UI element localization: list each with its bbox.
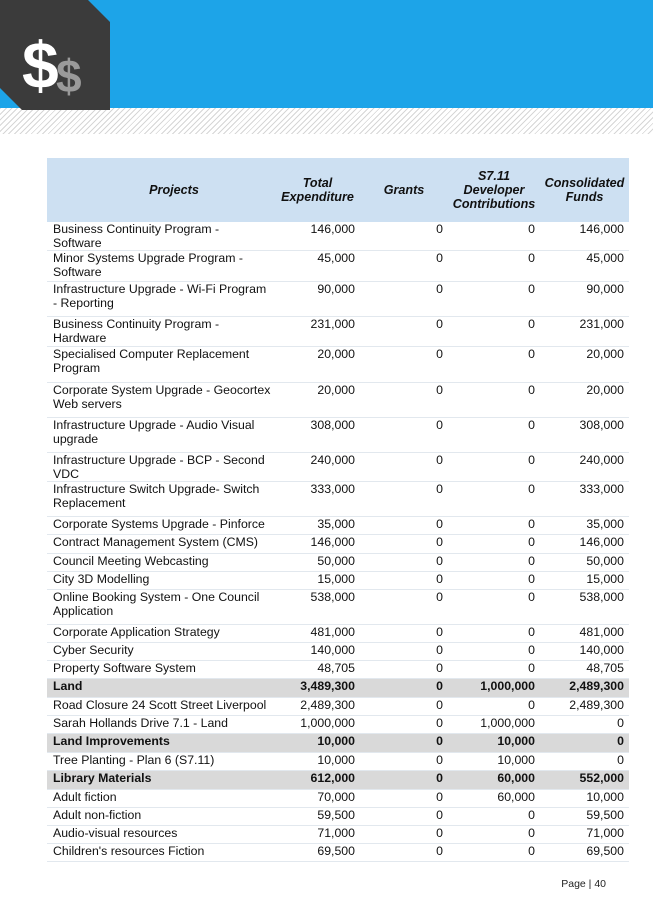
cell-grants: 0 xyxy=(360,222,448,251)
cell-total-expenditure: 45,000 xyxy=(275,251,360,282)
table-row xyxy=(47,844,629,862)
cell-s711: 0 xyxy=(448,625,540,643)
cell-consolidated: 333,000 xyxy=(540,482,629,517)
cell-project: Contract Management System (CMS) xyxy=(47,535,275,554)
page-number: Page | 40 xyxy=(561,878,606,890)
cell-project: Road Closure 24 Scott Street Liverpool xyxy=(47,698,275,716)
cell-total-expenditure: 538,000 xyxy=(275,590,360,625)
table-row xyxy=(47,716,629,734)
cell-total-expenditure: 333,000 xyxy=(275,482,360,517)
cell-project: Infrastructure Upgrade - BCP - Second VDC xyxy=(47,453,275,482)
cell-grants: 0 xyxy=(360,251,448,282)
cell-grants: 0 xyxy=(360,790,448,808)
cell-s711: 1,000,000 xyxy=(448,679,540,698)
cell-grants: 0 xyxy=(360,554,448,572)
cell-consolidated: 0 xyxy=(540,716,629,734)
cell-grants: 0 xyxy=(360,698,448,716)
cell-consolidated: 90,000 xyxy=(540,282,629,317)
cell-grants: 0 xyxy=(360,716,448,734)
cell-project: Tree Planting - Plan 6 (S7.11) xyxy=(47,753,275,771)
cell-s711: 0 xyxy=(448,418,540,453)
table-row xyxy=(47,453,629,482)
cell-consolidated: 538,000 xyxy=(540,590,629,625)
cell-s711: 0 xyxy=(448,317,540,347)
cell-total-expenditure: 35,000 xyxy=(275,517,360,535)
table-row xyxy=(47,826,629,844)
cell-total-expenditure: 15,000 xyxy=(275,572,360,590)
cell-s711: 0 xyxy=(448,535,540,554)
cell-project: Council Meeting Webcasting xyxy=(47,554,275,572)
table-row xyxy=(47,698,629,716)
cell-s711: 0 xyxy=(448,844,540,862)
cell-total-expenditure: 146,000 xyxy=(275,222,360,251)
category-row xyxy=(47,771,629,790)
cell-consolidated: 552,000 xyxy=(540,771,629,790)
table-row xyxy=(47,317,629,347)
cell-grants: 0 xyxy=(360,661,448,679)
cell-consolidated: 146,000 xyxy=(540,222,629,251)
table-row xyxy=(47,661,629,679)
cell-consolidated: 308,000 xyxy=(540,418,629,453)
cell-total-expenditure: 20,000 xyxy=(275,383,360,418)
table-row xyxy=(47,572,629,590)
cell-consolidated: 240,000 xyxy=(540,453,629,482)
cell-grants: 0 xyxy=(360,282,448,317)
cell-grants: 0 xyxy=(360,535,448,554)
cell-total-expenditure: 20,000 xyxy=(275,347,360,383)
cell-s711: 0 xyxy=(448,808,540,826)
cell-consolidated: 15,000 xyxy=(540,572,629,590)
svg-text:$: $ xyxy=(22,28,59,102)
cell-grants: 0 xyxy=(360,643,448,661)
hatch-divider xyxy=(0,108,653,134)
cell-project: City 3D Modelling xyxy=(47,572,275,590)
cell-project: Business Continuity Program - Hardware xyxy=(47,317,275,347)
cell-project: Adult fiction xyxy=(47,790,275,808)
cell-total-expenditure: 140,000 xyxy=(275,643,360,661)
cell-s711: 0 xyxy=(448,826,540,844)
cell-total-expenditure: 240,000 xyxy=(275,453,360,482)
table-row xyxy=(47,590,629,625)
table-row xyxy=(47,383,629,418)
cell-consolidated: 140,000 xyxy=(540,643,629,661)
cell-total-expenditure: 70,000 xyxy=(275,790,360,808)
cell-project: Corporate Systems Upgrade - Pinforce xyxy=(47,517,275,535)
cell-consolidated: 0 xyxy=(540,753,629,771)
dollar-signs-icon xyxy=(0,0,110,110)
cell-project: Land xyxy=(47,679,275,698)
table-row xyxy=(47,790,629,808)
cell-project: Corporate System Upgrade - Geocortex Web servers xyxy=(47,383,275,418)
table-row xyxy=(47,282,629,317)
cell-total-expenditure: 59,500 xyxy=(275,808,360,826)
cell-s711: 0 xyxy=(448,590,540,625)
cell-grants: 0 xyxy=(360,418,448,453)
cell-consolidated: 45,000 xyxy=(540,251,629,282)
cell-total-expenditure: 2,489,300 xyxy=(275,698,360,716)
cell-consolidated: 48,705 xyxy=(540,661,629,679)
cell-total-expenditure: 10,000 xyxy=(275,753,360,771)
table-row xyxy=(47,808,629,826)
header-total-expenditure: Total Expenditure xyxy=(275,158,360,222)
cell-s711: 60,000 xyxy=(448,790,540,808)
cell-total-expenditure: 10,000 xyxy=(275,734,360,753)
cell-s711: 0 xyxy=(448,517,540,535)
cell-consolidated: 59,500 xyxy=(540,808,629,826)
cell-project: Cyber Security xyxy=(47,643,275,661)
cell-project: Minor Systems Upgrade Program - Software xyxy=(47,251,275,282)
cell-total-expenditure: 90,000 xyxy=(275,282,360,317)
table-row xyxy=(47,517,629,535)
table-row xyxy=(47,625,629,643)
cell-project: Library Materials xyxy=(47,771,275,790)
cell-consolidated: 2,489,300 xyxy=(540,679,629,698)
cell-grants: 0 xyxy=(360,625,448,643)
cell-consolidated: 231,000 xyxy=(540,317,629,347)
header-projects: Projects xyxy=(47,158,275,222)
table-row xyxy=(47,753,629,771)
header-s711-contributions: S7.11 Developer Contributions xyxy=(448,158,540,222)
table-row xyxy=(47,347,629,383)
cell-s711: 0 xyxy=(448,383,540,418)
cell-project: Infrastructure Upgrade - Wi-Fi Program - Reporting xyxy=(47,282,275,317)
cell-s711: 1,000,000 xyxy=(448,716,540,734)
cell-s711: 0 xyxy=(448,251,540,282)
cell-s711: 0 xyxy=(448,643,540,661)
cell-s711: 0 xyxy=(448,698,540,716)
cell-project: Business Continuity Program - Software xyxy=(47,222,275,251)
cell-grants: 0 xyxy=(360,453,448,482)
cell-grants: 0 xyxy=(360,517,448,535)
cell-grants: 0 xyxy=(360,679,448,698)
cell-project: Infrastructure Switch Upgrade- Switch Replacement xyxy=(47,482,275,517)
cell-project: Audio-visual resources xyxy=(47,826,275,844)
table-row xyxy=(47,482,629,517)
cell-total-expenditure: 231,000 xyxy=(275,317,360,347)
cell-grants: 0 xyxy=(360,734,448,753)
cell-s711: 0 xyxy=(448,453,540,482)
svg-text:$: $ xyxy=(56,50,82,102)
table-row xyxy=(47,535,629,554)
cell-project: Sarah Hollands Drive 7.1 - Land xyxy=(47,716,275,734)
table-header-row xyxy=(47,158,629,222)
category-row xyxy=(47,679,629,698)
cell-project: Corporate Application Strategy xyxy=(47,625,275,643)
cell-consolidated: 20,000 xyxy=(540,383,629,418)
cell-grants: 0 xyxy=(360,826,448,844)
cell-s711: 0 xyxy=(448,282,540,317)
capital-works-table xyxy=(47,158,629,862)
cell-total-expenditure: 146,000 xyxy=(275,535,360,554)
table-row xyxy=(47,554,629,572)
cell-s711: 0 xyxy=(448,347,540,383)
cell-s711: 60,000 xyxy=(448,771,540,790)
cell-project: Property Software System xyxy=(47,661,275,679)
cell-project: Specialised Computer Replacement Program xyxy=(47,347,275,383)
cell-total-expenditure: 1,000,000 xyxy=(275,716,360,734)
cell-s711: 0 xyxy=(448,572,540,590)
header-grants: Grants xyxy=(360,158,448,222)
cell-consolidated: 50,000 xyxy=(540,554,629,572)
cell-total-expenditure: 612,000 xyxy=(275,771,360,790)
category-row xyxy=(47,734,629,753)
cell-grants: 0 xyxy=(360,383,448,418)
cell-total-expenditure: 71,000 xyxy=(275,826,360,844)
cell-s711: 10,000 xyxy=(448,753,540,771)
cell-grants: 0 xyxy=(360,808,448,826)
cell-s711: 0 xyxy=(448,661,540,679)
cell-s711: 10,000 xyxy=(448,734,540,753)
table-row xyxy=(47,222,629,251)
cell-consolidated: 0 xyxy=(540,734,629,753)
table-row xyxy=(47,418,629,453)
cell-s711: 0 xyxy=(448,554,540,572)
cell-project: Infrastructure Upgrade - Audio Visual upgrade xyxy=(47,418,275,453)
cell-total-expenditure: 48,705 xyxy=(275,661,360,679)
table-body xyxy=(47,222,629,862)
cell-grants: 0 xyxy=(360,844,448,862)
cell-total-expenditure: 481,000 xyxy=(275,625,360,643)
cell-grants: 0 xyxy=(360,753,448,771)
cell-total-expenditure: 308,000 xyxy=(275,418,360,453)
table-row xyxy=(47,643,629,661)
cell-grants: 0 xyxy=(360,317,448,347)
cell-s711: 0 xyxy=(448,482,540,517)
cell-project: Land Improvements xyxy=(47,734,275,753)
cell-consolidated: 146,000 xyxy=(540,535,629,554)
cell-consolidated: 481,000 xyxy=(540,625,629,643)
cell-consolidated: 2,489,300 xyxy=(540,698,629,716)
table-row xyxy=(47,251,629,282)
cell-total-expenditure: 50,000 xyxy=(275,554,360,572)
cell-consolidated: 35,000 xyxy=(540,517,629,535)
cell-total-expenditure: 3,489,300 xyxy=(275,679,360,698)
cell-project: Online Booking System - One Council Application xyxy=(47,590,275,625)
cell-grants: 0 xyxy=(360,771,448,790)
cell-consolidated: 69,500 xyxy=(540,844,629,862)
cell-consolidated: 10,000 xyxy=(540,790,629,808)
cell-grants: 0 xyxy=(360,590,448,625)
cell-consolidated: 71,000 xyxy=(540,826,629,844)
cell-consolidated: 20,000 xyxy=(540,347,629,383)
cell-s711: 0 xyxy=(448,222,540,251)
cell-total-expenditure: 69,500 xyxy=(275,844,360,862)
cell-grants: 0 xyxy=(360,482,448,517)
cell-grants: 0 xyxy=(360,347,448,383)
header-consolidated-funds: Consolidated Funds xyxy=(540,158,629,222)
cell-project: Adult non-fiction xyxy=(47,808,275,826)
cell-grants: 0 xyxy=(360,572,448,590)
cell-project: Children's resources Fiction xyxy=(47,844,275,862)
